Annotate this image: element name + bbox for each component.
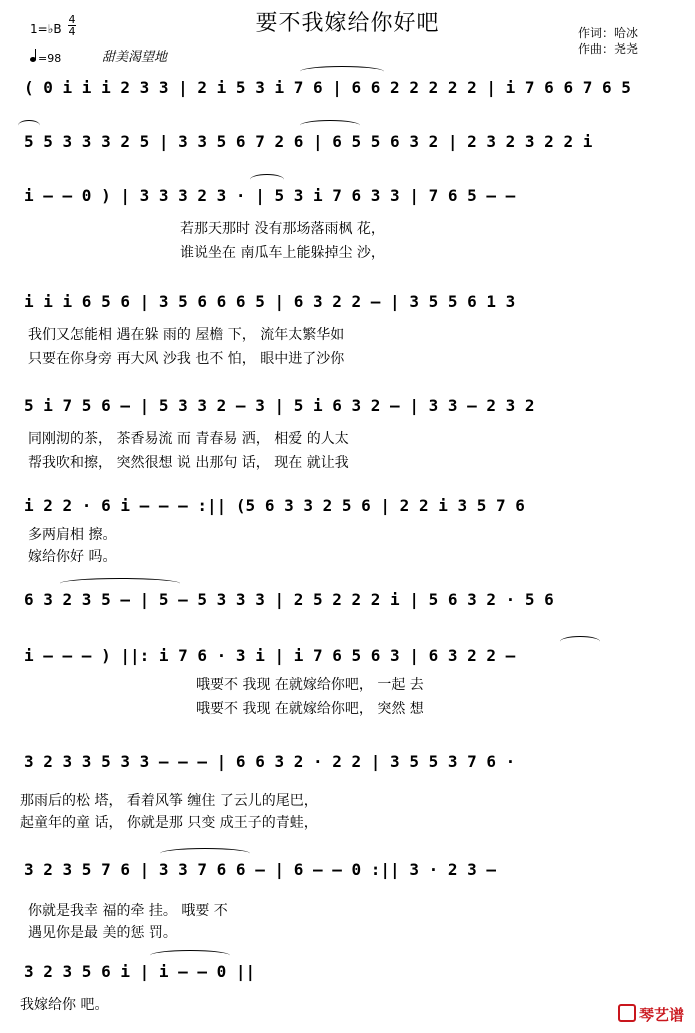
watermark-text: 琴艺谱 — [639, 1006, 685, 1024]
lyrics-line: 帮我吹和擦， 突然很想 说 出那句 话， 现在 就让我 — [28, 455, 349, 471]
lyrics-line: 你就是我幸 福的牵 挂。 哦要 不 — [28, 903, 228, 919]
time-signature-top: 4 — [68, 13, 76, 26]
lyrics-line: 哦要不 我现 在就嫁给你吧， 突然 想 — [196, 701, 424, 717]
slur-mark — [560, 636, 600, 647]
lyrics-line: 我嫁给你 吧。 — [20, 997, 109, 1013]
slur-mark — [300, 66, 384, 77]
slur-mark — [160, 848, 250, 859]
tempo-marking — [30, 52, 61, 65]
lyricist-credit: 作词：哈冰 — [578, 26, 639, 40]
score-row-6: i 2 2 · 6 i – – – :|| (5 6 3 3 2 5 6 | 2 2 i 3 5 7 6 — [24, 496, 525, 515]
score-row-3: i – – 0 ) | 3 3 3 2 3 · | 5 3 i 7 6 3 3 | 7 6 5 – – — [24, 186, 516, 205]
score-row-9: 3 2 3 3 5 3 3 – – – | 6 6 3 2 · 2 2 | 3 5 5 3 7 6 · — [24, 752, 516, 771]
lyrics-line: 只要在你身旁 再大风 沙我 也不 怕， 眼中进了沙你 — [28, 351, 345, 367]
time-signature-bottom: 4 — [68, 25, 76, 38]
score-row-2: 5 5 3 3 3 2 5 | 3 3 5 6 7 2 6 | 6 5 5 6 3 2 | 2 3 2 3 2 2 i — [24, 132, 593, 151]
score-row-10: 3 2 3 5 7 6 | 3 3 7 6 6 – | 6 – – 0 :|| 3 · 2 3 – — [24, 860, 497, 879]
expression-marking: 甜美渴望地 — [102, 50, 168, 65]
score-row-5: 5 i 7 5 6 – | 5 3 3 2 – 3 | 5 i 6 3 2 – | 3 3 – 2 3 2 — [24, 396, 535, 415]
lyrics-line: 那雨后的松 塔， 看着风筝 缠住 了云儿的尾巴， — [20, 793, 318, 809]
score-row-8: i – – – ) ||: i 7 6 · 3 i | i 7 6 5 6 3 | 6 3 2 2 – — [24, 646, 516, 665]
slur-mark — [150, 950, 230, 961]
key-signature: 1=♭B — [30, 22, 62, 36]
watermark-logo — [618, 1004, 684, 1025]
lyrics-line: 嫁给你好 吗。 — [28, 549, 117, 565]
quarter-note-icon — [30, 57, 36, 62]
lyrics-line: 起童年的童 话， 你就是那 只变 成王子的青蛙， — [20, 815, 318, 831]
lyrics-line: 我们又怎能相 遇在躲 雨的 屋檐 下， 流年太繁华如 — [28, 327, 345, 343]
lyrics-line: 谁说坐在 南瓜车上能躲掉尘 沙， — [180, 245, 385, 261]
time-signature — [68, 14, 76, 37]
slur-mark — [60, 578, 180, 589]
score-row-11: 3 2 3 5 6 i | i – – 0 || — [24, 962, 256, 981]
slur-mark — [250, 174, 284, 185]
tempo-value: =98 — [38, 52, 62, 65]
lyrics-line: 多两肩相 擦。 — [28, 527, 117, 543]
slur-mark — [300, 120, 360, 131]
logo-icon — [618, 1004, 636, 1022]
score-row-7: 6 3 2 3 5 – | 5 – 5 3 3 3 | 2 5 2 2 2 i | 5 6 3 2 · 5 6 — [24, 590, 554, 609]
song-title: 要不我嫁给你好吧 — [255, 11, 440, 36]
score-row-4: i i i 6 5 6 | 3 5 6 6 6 5 | 6 3 2 2 – | 3 5 5 6 1 3 — [24, 292, 516, 311]
lyrics-line: 同刚沏的茶， 茶香易流 而 青春易 洒， 相爱 的人太 — [28, 431, 349, 447]
lyrics-line: 哦要不 我现 在就嫁给你吧， 一起 去 — [196, 677, 424, 693]
lyrics-line: 遇见你是最 美的惩 罚。 — [28, 925, 177, 941]
composer-credit: 作曲：尧尧 — [578, 42, 639, 56]
score-row-1: ( 0 i i i 2 3 3 | 2 i 5 3 i 7 6 | 6 6 2 2 2 2 2 | i 7 6 6 7 6 5 — [24, 78, 631, 97]
slur-mark — [18, 120, 40, 131]
lyrics-line: 若那天那时 没有那场落雨枫 花， — [180, 221, 385, 237]
